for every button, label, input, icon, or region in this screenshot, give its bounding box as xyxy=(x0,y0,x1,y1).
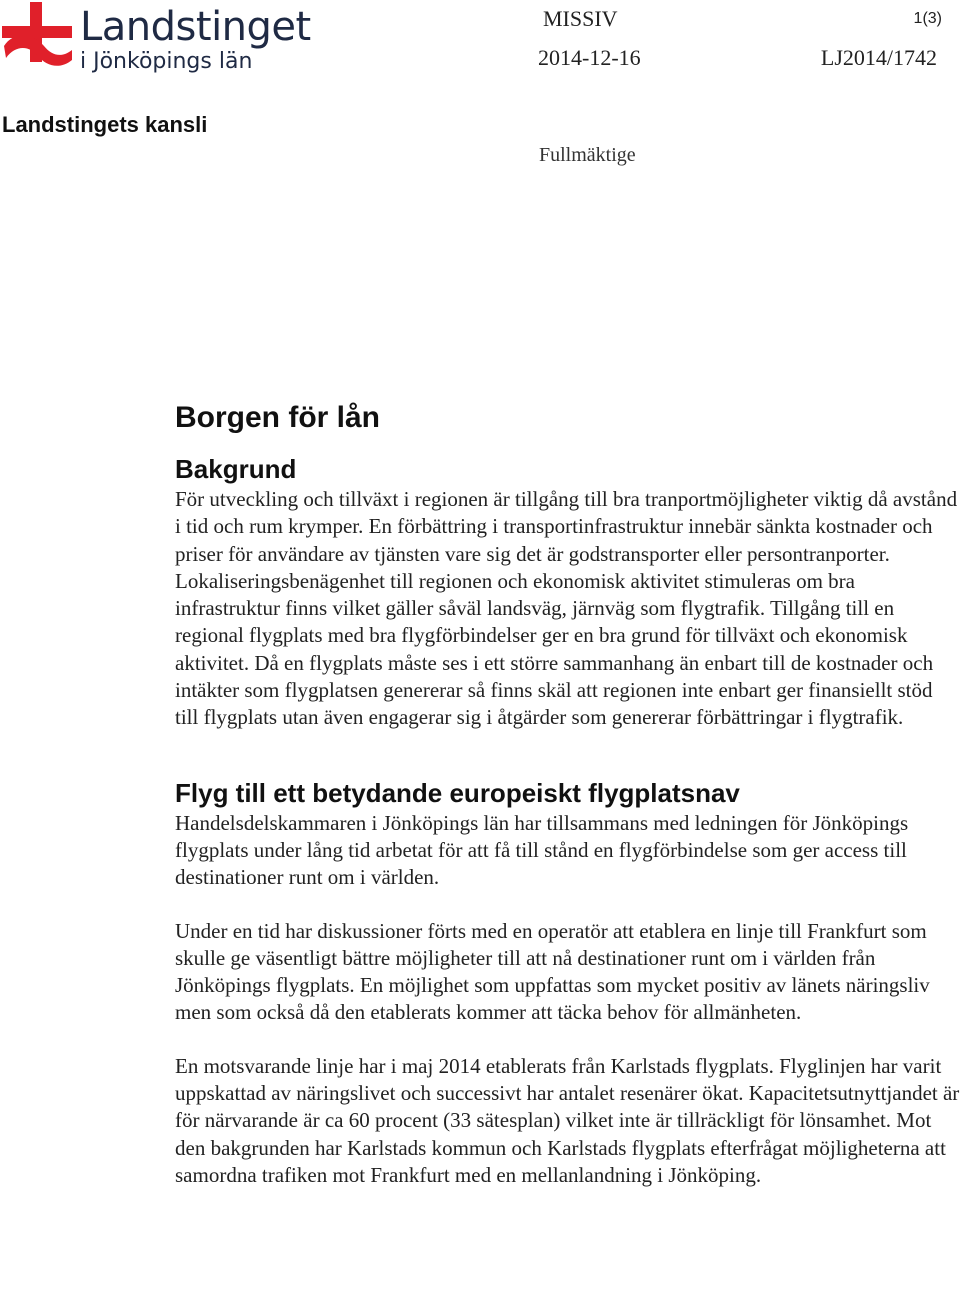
sender-department: Landstingets kansli xyxy=(2,112,208,137)
paragraph: En motsvarande linje har i maj 2014 etablerats från Karlstads flygplats. Flyglinjen har varit uppskattad av näringslivet och successivt har antalet resenärer ökat. Kapacitetsutnyttjandet är för närvarande är ca 60 procent (33 sätesplan) vilket inte är tillräckligt för lönsamhet. Mot den bakgrunden har Karlstads kommun och Karlstads flygplats efterfrågat möjligheterna att samordna trafiken mot Frankfurt med en mellanlandning i Jönköping. xyxy=(175,1053,960,1187)
section-heading-bakgrund: Bakgrund xyxy=(175,454,297,484)
paragraph: För utveckling och tillväxt i regionen är tillgång till bra tranportmöjligheter viktig då avstånd i tid och rum krymper. En förbättring i transportinfrastruktur innebär sänkta kostnader och priser för användare av tjänsten vare sig det är godstransporter eller persontranporter. Lokaliseringsbenägenhet till regionen och ekonomisk aktivitet stimuleras om bra infrastruktur finns vilket gäller såväl landsväg, järnväg som flygtrafik. Tillgång till en regional flygplats med bra flygförbindelser ger en bra grund för tillväxt och ekonomisk aktivitet. Då en flygplats måste ses i ett större sammanhang än enbart till de kostnader och intäkter som flygplatsen genererar så finns skäl att regionen inte enbart ger finansiellt stöd till flygplats utan även engagerar sig i åtgärder som genererar förbättringar i flygtrafik. xyxy=(175,487,958,730)
document-type: MISSIV xyxy=(543,6,618,31)
landstinget-logo xyxy=(0,0,320,80)
logo-text-line1: Landstinget xyxy=(80,4,311,50)
recipient: Fullmäktige xyxy=(539,144,636,166)
page-number: 1(3) xyxy=(913,10,942,27)
paragraph: Handelsdelskammaren i Jönköpings län har tillsammans med ledningen för Jönköpings flygplats under lång tid arbetat för att få till stånd en flygförbindelse som ger access till destinationer runt om i världen. xyxy=(175,810,909,890)
paragraph: Under en tid har diskussioner förts med en operatör att etablera en linje till Frankfurt som skulle ge väsentligt bättre möjligheter till att nå destinationer runt om i världen från Jönköpings flygplats. En möjlighet som uppfattas som mycket positiv av länets näringsliv men som också då den etablerats kommer att täcka behov för allmänheten. xyxy=(175,918,930,1025)
section-heading-flyg: Flyg till ett betydande europeiskt flygplatsnav xyxy=(175,777,740,808)
document-title: Borgen för lån xyxy=(175,401,381,434)
document-reference: LJ2014/1742 xyxy=(820,45,937,70)
document-body xyxy=(175,398,960,1189)
document-date: 2014-12-16 xyxy=(538,45,641,70)
logo-text-line2: i Jönköpings län xyxy=(80,49,253,74)
landstinget-mark-icon xyxy=(0,0,76,76)
